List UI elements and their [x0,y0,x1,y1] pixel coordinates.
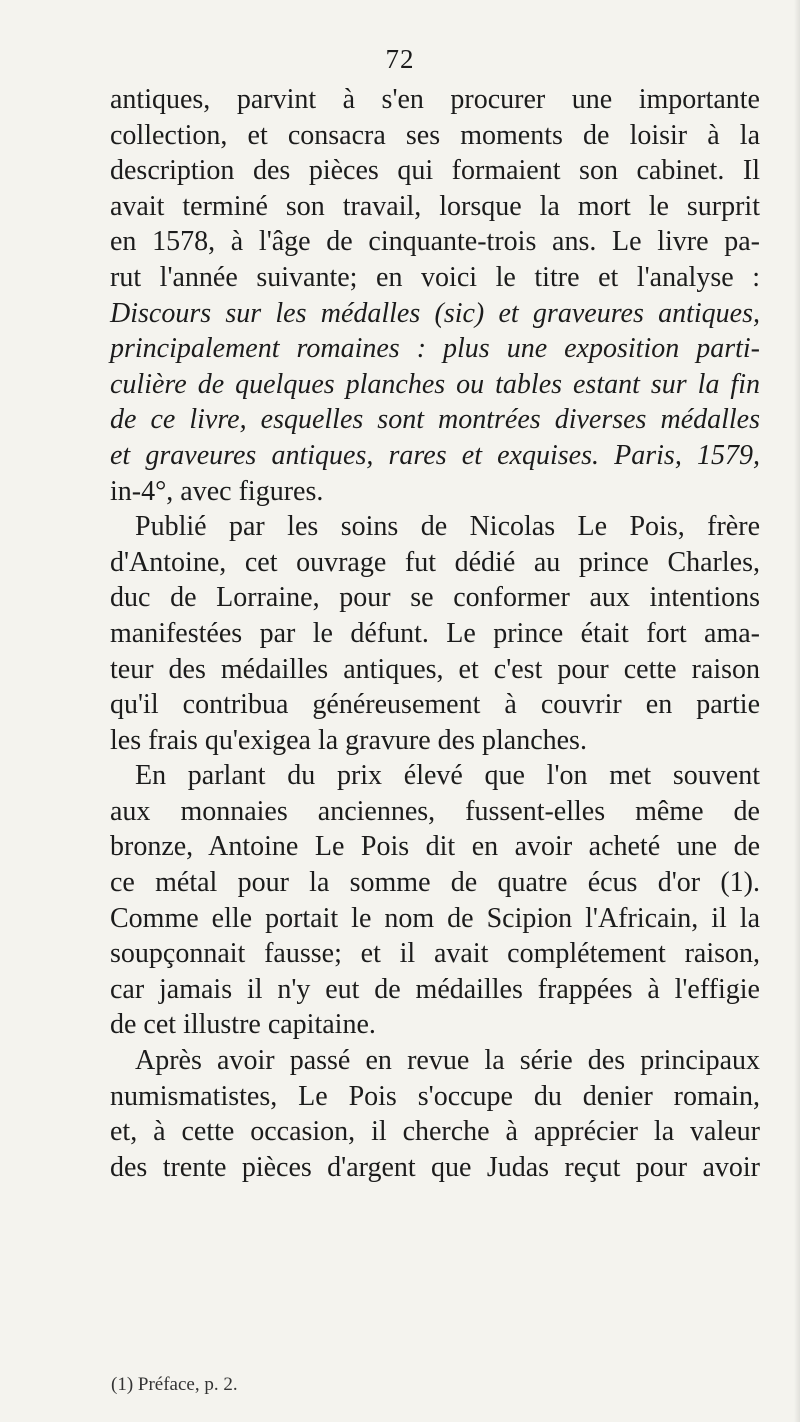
paragraph-start-line: Après avoir passé en revue la série des principaux [135,1045,760,1077]
body-text [110,82,760,1185]
text-line: duc de Lorraine, pour se conformer aux intentions [110,582,760,614]
text-line: soupçonnait fausse; et il avait complétement raison, [110,938,760,970]
footnote: (1) Préface, p. 2. [111,1374,238,1395]
text-line: et, à cette occasion, il cherche à apprécier la valeur [110,1116,760,1148]
text-line: les frais qu'exigea la gravure des planches. [110,724,587,756]
text-line: antiques, parvint à s'en procurer une importante [110,84,760,115]
text-line: ce métal pour la somme de quatre écus d'or (1). [110,867,760,899]
text-line: qu'il contribua généreusement à couvrir en partie [110,689,760,721]
text-line: rut l'année suivante; en voici le titre et l'analyse : [110,261,760,293]
text-line: manifestées par le défunt. Le prince était fort ama- [110,617,760,649]
text-line: numismatistes, Le Pois s'occupe du denier romain, [110,1080,760,1112]
page-number: 72 [385,44,415,74]
text-line: description des pièces qui formaient son cabinet. Il [110,155,760,187]
book-title-line: et graveures antiques, rares et exquises. Paris, 1579, [110,439,760,471]
text-line: collection, et consacra ses moments de loisir à la [110,119,760,151]
paragraph-start-line: En parlant du prix élevé que l'on met souvent [135,760,760,792]
text-line: d'Antoine, cet ouvrage fut dédié au prince Charles, [110,546,760,578]
text-line: avait terminé son travail, lorsque la mort le surprit [110,190,760,222]
text-line: en 1578, à l'âge de cinquante-trois ans. Le livre pa- [110,226,760,258]
paragraph-start-line: Publié par les soins de Nicolas Le Pois, frère [135,511,760,543]
text-line: aux monnaies anciennes, fussent-elles même de [110,795,760,827]
book-title-line: principalement romaines : plus une exposition parti- [110,333,760,365]
text-line: car jamais il n'y eut de médailles frappées à l'effigie [110,973,760,1005]
book-title-line: de ce livre, esquelles sont montrées diverses médalles [110,404,760,436]
text-line: Comme elle portait le nom de Scipion l'Africain, il la [110,902,760,934]
text-line: de cet illustre capitaine. [110,1009,376,1041]
book-title-line: culière de quelques planches ou tables estant sur la fin [110,368,760,400]
text-line: teur des médailles antiques, et c'est pour cette raison [110,653,760,685]
text-line: des trente pièces d'argent que Judas reçut pour avoir [110,1151,760,1183]
text-line: in-4°, avec figures. [110,475,324,507]
book-title-line: Discours sur les médalles (sic) et graveures antiques, [110,297,760,329]
text-line: bronze, Antoine Le Pois dit en avoir acheté une de [110,831,760,863]
page-edge-shadow [794,0,800,1422]
